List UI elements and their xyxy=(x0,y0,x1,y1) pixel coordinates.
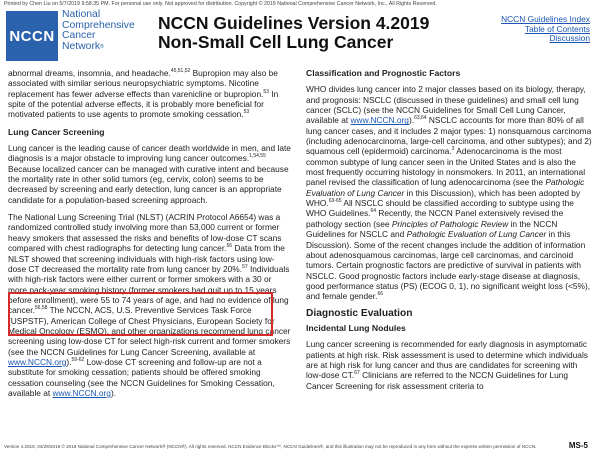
guidelines-index-link[interactable]: NCCN Guidelines Index xyxy=(501,14,590,24)
guideline-nav xyxy=(501,15,590,44)
discussion-link[interactable]: Discussion xyxy=(549,33,590,44)
page-title: NCCN Guidelines Version 4.2019 Non-Small Cell Lung Cancer xyxy=(158,13,430,52)
page-number: MS-5 xyxy=(568,441,588,450)
paragraph: Lung cancer is the leading cause of cancer death worldwide in men, and late diagnosis is a major obstacle to improving lung cancer outcomes.$^{1,54,55}$ Because localized cancer can be managed with curative intent and because the mortality rate in other solid tumors (eg, cervix, colon) seems to be decreased by screening and early detection, lung cancer is an appropriate candidate for a population-based screening approach. xyxy=(8,143,291,205)
organization-name: National Comprehensive Cancer Network® xyxy=(62,9,135,52)
nccn-link[interactable]: www.NCCN.org xyxy=(8,356,67,367)
paragraph: Lung cancer screening is recommended for early diagnosis in asymptomatic patients at high risk. Risk assessment is used to determine which individuals are at high risk for lung cancer and thus are candidates for screening with low-dose CT.$^{67}$ Clinicians are referred to the NCCN Guidelines for Lung Cancer Screening for risk assessment criteria to xyxy=(306,339,588,391)
table-of-contents-link[interactable]: Table of Contents xyxy=(524,23,590,34)
print-notice: Printed by Chen Liu on 5/7/2019 9:58:35 PM. For personal use only. Not approved for distribution. Copyright © 2019 National Comprehensive Cancer Network, Inc., All Rights Reserved. xyxy=(4,1,437,7)
left-column xyxy=(8,68,291,405)
nccn-link[interactable]: www.NCCN.org xyxy=(52,387,111,398)
nccn-logo[interactable] xyxy=(6,11,58,61)
section-heading: Classification and Prognostic Factors xyxy=(306,68,461,78)
section-heading: Lung Cancer Screening xyxy=(8,126,105,137)
nccn-link[interactable]: www.NCCN.org xyxy=(350,115,409,126)
paragraph: The National Lung Screening Trial (NLST) (ACRIN Protocol A6654) was a randomized controlled study involving more than 53,000 current or former heavy smokers that assessed the risks and benefits of low-dose CT scans compared with chest radiographs for detecting lung cancer.$^{56}$ Data from the NLST showed that screening individuals with high-risk factors using low-dose CT decreased the mortality rate from lung cancer by 20%.$^{57}$ Individuals with high-risk factors were either current or former smokers with a 30 or more pack-year smoking history (former smokers had quit up to 15 years before enrollment), were 55 to 74 years of age, and had no evidence of lung cancer.$^{56,58}$ The NCCN, ACS, U.S. Preventive Services Task Force (USPSTF), American College of Chest Physicians, European Society for Medical Oncology (ESMO), and other organizations recommend lung cancer screening using low-dose CT for select high-risk current and former smokers (see the NCCN Guidelines for Lung Cancer Screening, available at www.NCCN.org).$^{59-62}$ Low-dose CT screening and follow-up are not a substitute for smoking cessation; patients should be offered smoking cessation counseling (see the NCCN Guidelines for Smoking Cessation, available at www.NCCN.org). xyxy=(8,212,291,398)
section-heading: Diagnostic Evaluation xyxy=(306,307,413,319)
footer-copyright: Version 4.2019, 04/29/2019 © 2019 National Comprehensive Cancer Network® (NCCN®). All rights reserved. NCCN Evidence Blocks™, NCCN Guidelines®, and this illustration may not be reproduced in any form without the express written permission of NCCN. xyxy=(4,444,537,449)
paragraph: WHO divides lung cancer into 2 major classes based on its biology, therapy, and prognosis: NSCLC (discussed in these guidelines) and small cell lung cancer (SCLC) (see the NCCN Guidelines for Small Cell Lung Cancer, available at www.NCCN.org).$^{63,64}$ NSCLC accounts for more than 80% of all lung cancer cases, and it includes 2 major types: 1) nonsquamous carcinoma (including adenocarcinoma, large-cell carcinoma, and other subtypes); and 2) squamous cell (epidermoid) carcinoma.$^3$ Adenocarcinoma is the most common subtype of lung cancer seen in the United States and is also the most frequently occurring histology in nonsmokers. In 2011, an international panel revised the classification of lung adenocarcinoma (see the Pathologic Evaluation of Lung Cancer in this Discussion), which has been adopted by WHO.$^{63-65}$ All NSCLC should be classified according to subtype using the WHO Guidelines.$^{64}$ Recently, the NCCN Panel extensively revised the pathology section (see Principles of Pathologic Review in the NCCN Guidelines for NSCLC and Pathologic Evaluation of Lung Cancer in this Discussion). Some of the recent changes include the addition of information about adenosquamous carcinomas, large cell carcinomas, and carcinoid tumors. Certain prognostic factors are predictive of survival in patients with NSCLC. Good prognostic factors include early-stage disease at diagnosis, good performance status (PS) (ECOG 0, 1), no significant weight loss (<5%), and female gender.$^{66}$ xyxy=(306,84,592,302)
subsection-heading: Incidental Lung Nodules xyxy=(306,322,406,333)
right-column xyxy=(306,68,592,398)
paragraph: abnormal dreams, insomnia, and headache.$^{45,51,52}$ Bupropion may also be associated with similar serious neuropsychiatric symptoms. Nicotine replacement has fewer adverse effects than varenicline or bupropion.$^{53}$ In spite of the potential adverse effects, it is probably more beneficial for motivated patients to use agents to promote smoking cessation.$^{53}$ xyxy=(8,68,279,120)
logo-text: NCCN xyxy=(9,27,55,45)
